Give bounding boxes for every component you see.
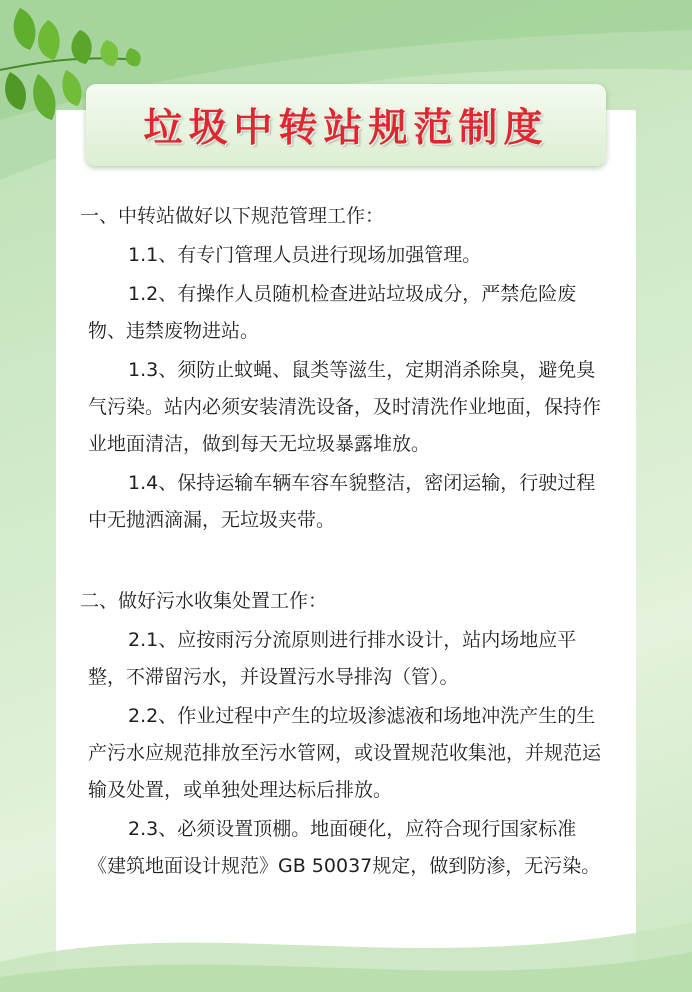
title-banner [86,84,606,166]
page-title: 垃圾中转站规范制度 [143,106,549,151]
section-gap [88,541,613,583]
section-heading: 二、做好污水收集处置工作： [80,590,328,612]
list-item: 1.2、有操作人员随机检查进站垃圾成分，严禁危险废物、违禁废物进站。 [88,283,577,342]
list-item: 1.3、须防止蚊蝇、鼠类等滋生，定期消杀除臭，避免臭气污染。站内必须安装清洗设备，及时清洗作业地面，保持作业地面清洁，做到每天无垃圾暴露堆放。 [88,359,602,455]
bottom-wave [0,902,692,992]
section-heading: 一、中转站做好以下规范管理工作： [80,205,385,227]
list-item: 1.1、有专门管理人员进行现场加强管理。 [128,244,482,266]
list-item: 2.1、应按雨污分流原则进行排水设计，站内场地应平整，不滞留污水，并设置污水导排沟（管）。 [88,629,577,688]
list-item: 2.3、必须设置顶棚。地面硬化，应符合现行国家标准《建筑地面设计规范》GB 50037规定，做到防渗，无污染。 [88,818,601,877]
list-item: 2.2、作业过程中产生的垃圾渗滤液和场地冲洗产生的生产污水应规范排放至污水管网，或设置规范收集池，并规范运输及处置，或单独处理达标后排放。 [88,705,602,801]
list-item: 1.4、保持运输车辆车容车貌整洁，密闭运输，行驶过程中无抛洒滴漏，无垃圾夹带。 [88,472,596,531]
regulation-content [80,198,613,887]
